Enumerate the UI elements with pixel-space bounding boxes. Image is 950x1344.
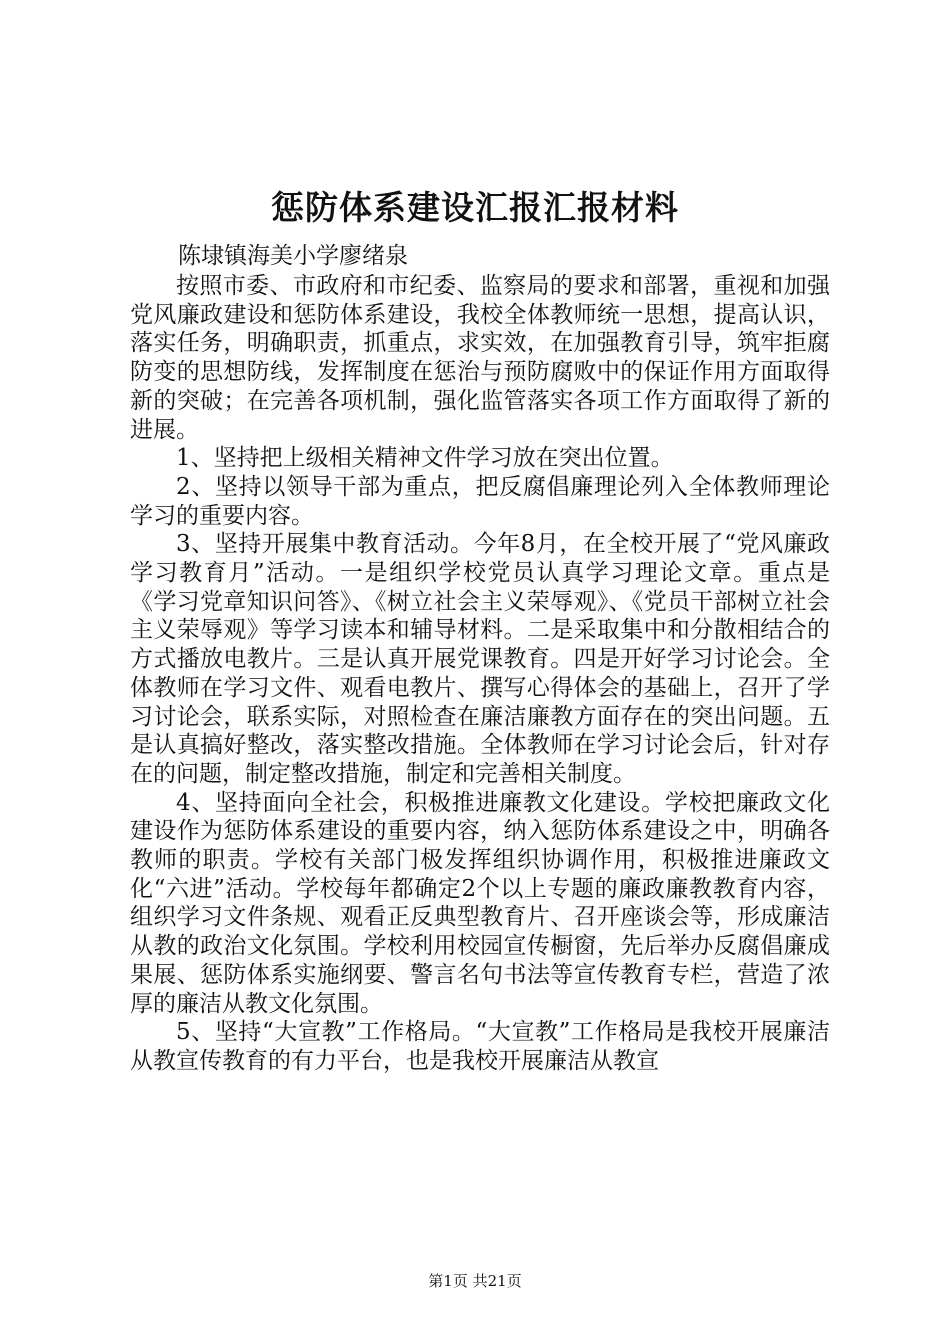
document-body	[130, 272, 830, 1076]
paragraph-intro: 按照市委、市政府和市纪委、监察局的要求和部署，重视和加强党风廉政建设和惩防体系建设，我校全体教师统一思想，提高认识，落实任务，明确职责，抓重点，求实效，在加强教育引导，筑牢拒腐防变的思想防线，发挥制度在惩治与预防腐败中的保证作用方面取得新的突破；在完善各项机制，强化监管落实各项工作方面取得了新的进展。	[130, 273, 830, 443]
page-number-footer: 第1页 共21页	[428, 1272, 522, 1290]
paragraph-item-1: 1、坚持把上级相关精神文件学习放在突出位置。	[176, 445, 674, 472]
document-title: 惩防体系建设汇报汇报材料	[271, 188, 679, 227]
author-line: 陈埭镇海美小学廖绪泉	[178, 243, 408, 269]
paragraph-item-4: 4、坚持面向全社会，积极推进廉教文化建设。学校把廉政文化建设作为惩防体系建设的重要内容，纳入惩防体系建设之中，明确各教师的职责。学校有关部门极发挥组织协调作用，积极推进廉政文化“六进”活动。学校每年都确定2个以上专题的廉政廉教教育内容，组织学习文件条规、观看正反典型教育片、召开座谈会等，形成廉洁从教的政治文化氛围。学校利用校园宣传橱窗，先后举办反腐倡廉成果展、惩防体系实施纲要、警言名句书法等宣传教育专栏，营造了浓厚的廉洁从教文化氛围。	[130, 789, 830, 1017]
paragraph-item-5: 5、坚持“大宣教”工作格局。“大宣教”工作格局是我校开展廉洁从教宣传教育的有力平台，也是我校开展廉洁从教宣	[130, 1019, 830, 1074]
paragraph-item-2: 2、坚持以领导干部为重点，把反腐倡廉理论列入全体教师理论学习的重要内容。	[130, 473, 830, 529]
paragraph-item-3: 3、坚持开展集中教育活动。今年8月，在全校开展了“党风廉政学习教育月”活动。一是组织学校党员认真学习理论文章。重点是《学习党章知识问答》、《树立社会主义荣辱观》、《党员干部树立社会主义荣辱观》等学习读本和辅导材料。二是采取集中和分散相结合的方式播放电教片。三是认真开展党课教育。四是开好学习讨论会。全体教师在学习文件、观看电教片、撰写心得体会的基础上，召开了学习讨论会，联系实际，对照检查在廉洁廉教方面存在的突出问题。五是认真搞好整改，落实整改措施。全体教师在学习讨论会后，针对存在的问题，制定整改措施，制定和完善相关制度。	[130, 531, 830, 787]
